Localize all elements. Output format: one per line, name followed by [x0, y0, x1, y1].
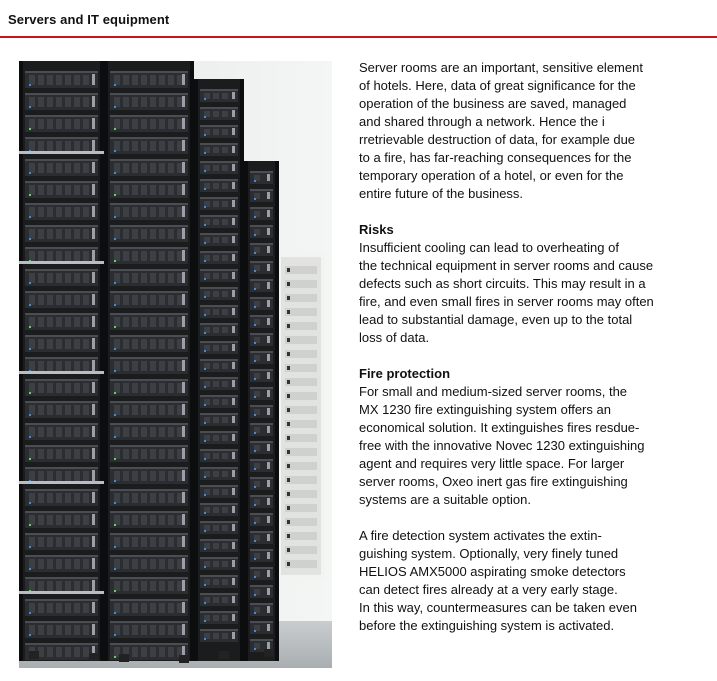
fire-protection-paragraph: For small and medium-sized server rooms, the MX 1230 fire extinguishing system offers an economical solution. It extinguishes fires resdue- free with the innovative Novec 1230 extinguishing agent and requires very little space. For larger server rooms, Oxeo inert gas fire extinguishing systems are a suitable option.	[359, 384, 645, 507]
server-unit	[110, 203, 188, 220]
server-unit	[110, 291, 188, 308]
server-unit	[110, 599, 188, 616]
server-unit	[110, 71, 188, 88]
server-racks-photo	[19, 61, 332, 668]
risks-heading: Risks	[359, 222, 394, 237]
server-unit	[110, 577, 188, 594]
server-unit	[110, 335, 188, 352]
server-unit	[110, 445, 188, 462]
server-unit	[110, 93, 188, 110]
fire-protection-heading: Fire protection	[359, 366, 451, 381]
server-unit	[110, 511, 188, 528]
server-unit	[110, 137, 188, 154]
server-unit	[110, 225, 188, 242]
server-unit	[110, 181, 188, 198]
server-unit	[110, 269, 188, 286]
server-unit	[110, 401, 188, 418]
server-racks-illustration	[19, 61, 332, 668]
server-unit	[110, 379, 188, 396]
server-unit	[110, 621, 188, 638]
intro-paragraph: Server rooms are an important, sensitive element of hotels. Here, data of great significance for the operation of the business are saved, managed and shared through a network. Hence the i rretrievable destruction of data, for example due to a fire, has far-reaching consequences for the temporary operation of a hotel, or even for the entire future of the business.	[359, 60, 643, 201]
article-text	[359, 59, 699, 635]
server-unit	[110, 247, 188, 264]
page-title: Servers and IT equipment	[8, 12, 170, 27]
fire-detection-paragraph: A fire detection system activates the extin- guishing system. Optionally, very finely tuned HELIOS AMX5000 aspirating smoke detectors can detect fires already at a very early stage. In this way, countermeasures can be taken even before the extinguishing system is activated.	[359, 528, 637, 633]
server-unit	[110, 357, 188, 374]
server-unit	[110, 467, 188, 484]
server-unit	[110, 115, 188, 132]
risks-paragraph: Insufficient cooling can lead to overheating of the technical equipment in server rooms and cause defects such as short circuits. This may result in a fire, and even small fires in server rooms may often lead to substantial damage, even up to the total loss of data.	[359, 240, 654, 345]
server-unit	[110, 313, 188, 330]
server-unit	[110, 423, 188, 440]
server-unit	[110, 555, 188, 572]
page-header	[0, 0, 717, 38]
server-unit	[110, 159, 188, 176]
server-unit	[110, 533, 188, 550]
server-unit	[110, 489, 188, 506]
